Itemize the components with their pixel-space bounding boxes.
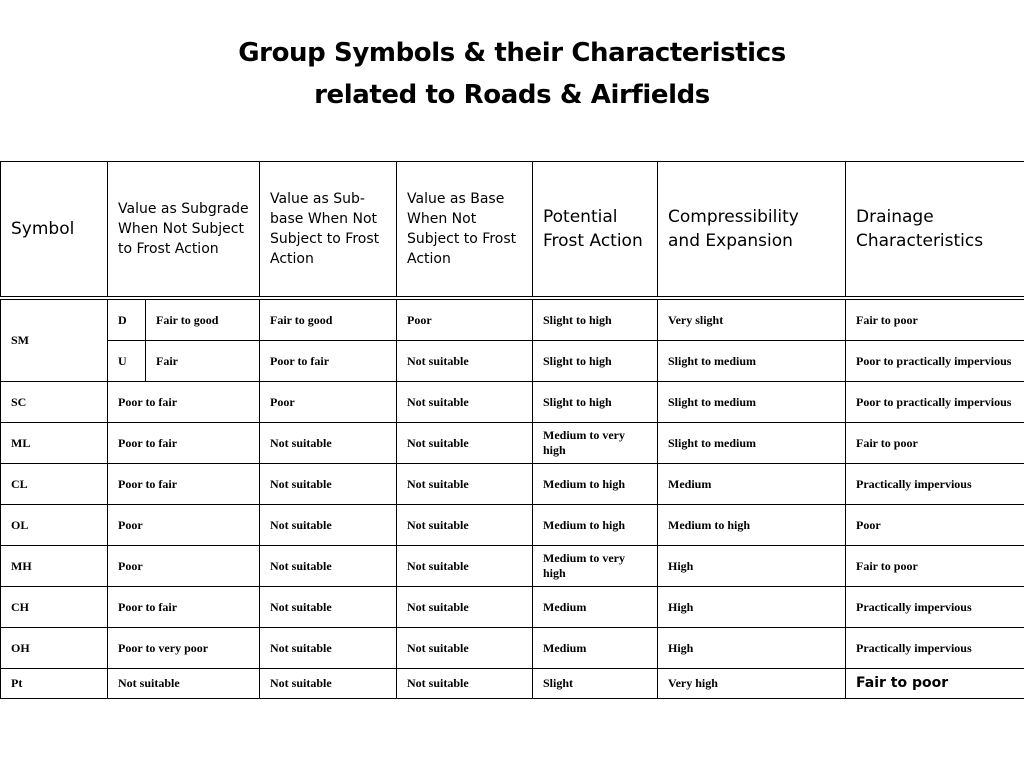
cell-compressibility: Very high — [658, 669, 846, 699]
header-subgrade: Value as Subgrade When Not Subject to Frost Action — [108, 162, 260, 299]
cell-subtype: U — [108, 341, 146, 382]
header-symbol: Symbol — [1, 162, 108, 299]
cell-base: Not suitable — [397, 341, 533, 382]
cell-subbase: Not suitable — [260, 546, 397, 587]
cell-symbol: SM — [1, 298, 108, 382]
table-row — [1, 669, 1024, 699]
cell-subbase: Not suitable — [260, 669, 397, 699]
header-frost-action: Potential Frost Action — [533, 162, 658, 299]
cell-base: Not suitable — [397, 464, 533, 505]
cell-drainage: Fair to poor — [846, 669, 1024, 699]
cell-subbase: Fair to good — [260, 298, 397, 341]
table-row — [1, 505, 1024, 546]
cell-subgrade: Poor to fair — [108, 423, 260, 464]
cell-compressibility: High — [658, 587, 846, 628]
cell-symbol: OL — [1, 505, 108, 546]
cell-subgrade: Poor — [108, 505, 260, 546]
cell-subbase: Not suitable — [260, 628, 397, 669]
cell-compressibility: Slight to medium — [658, 423, 846, 464]
cell-base: Not suitable — [397, 669, 533, 699]
cell-compressibility: Slight to medium — [658, 341, 846, 382]
cell-frost-action: Medium to high — [533, 505, 658, 546]
cell-subbase: Not suitable — [260, 464, 397, 505]
cell-subbase: Poor — [260, 382, 397, 423]
page-title — [0, 32, 1024, 116]
header-row — [1, 162, 1024, 299]
cell-compressibility: High — [658, 628, 846, 669]
table-row — [1, 382, 1024, 423]
cell-drainage: Poor — [846, 505, 1024, 546]
cell-subgrade: Fair to good — [146, 298, 260, 341]
cell-compressibility: Medium — [658, 464, 846, 505]
header-subbase: Value as Sub-base When Not Subject to Frost Action — [260, 162, 397, 299]
cell-subbase: Not suitable — [260, 587, 397, 628]
cell-drainage: Fair to poor — [846, 298, 1024, 341]
table-row — [1, 546, 1024, 587]
title-line-2: related to Roads & Airfields — [314, 80, 710, 110]
table-row — [1, 628, 1024, 669]
cell-frost-action: Medium — [533, 628, 658, 669]
cell-symbol: OH — [1, 628, 108, 669]
cell-subgrade: Not suitable — [108, 669, 260, 699]
header-compressibility: Compressibility and Expansion — [658, 162, 846, 299]
cell-compressibility: Slight to medium — [658, 382, 846, 423]
cell-subtype: D — [108, 298, 146, 341]
cell-drainage: Poor to practically impervious — [846, 341, 1024, 382]
cell-subgrade: Poor to fair — [108, 382, 260, 423]
cell-base: Not suitable — [397, 546, 533, 587]
cell-frost-action: Slight to high — [533, 341, 658, 382]
cell-frost-action: Medium to very high — [533, 546, 658, 587]
cell-drainage: Practically impervious — [846, 464, 1024, 505]
cell-frost-action: Slight to high — [533, 382, 658, 423]
cell-compressibility: High — [658, 546, 846, 587]
cell-subgrade: Poor to fair — [108, 587, 260, 628]
characteristics-table — [0, 161, 1024, 699]
cell-subgrade: Fair — [146, 341, 260, 382]
cell-frost-action: Medium to very high — [533, 423, 658, 464]
cell-base: Not suitable — [397, 628, 533, 669]
table-row — [1, 341, 1024, 382]
cell-symbol: MH — [1, 546, 108, 587]
table-row — [1, 423, 1024, 464]
table-row — [1, 587, 1024, 628]
cell-base: Not suitable — [397, 587, 533, 628]
title-line-1: Group Symbols & their Characteristics — [238, 38, 786, 68]
cell-compressibility: Medium to high — [658, 505, 846, 546]
cell-base: Not suitable — [397, 505, 533, 546]
cell-subgrade: Poor to fair — [108, 464, 260, 505]
cell-symbol: CH — [1, 587, 108, 628]
cell-frost-action: Medium to high — [533, 464, 658, 505]
table-row — [1, 298, 1024, 341]
cell-drainage: Practically impervious — [846, 587, 1024, 628]
cell-symbol: Pt — [1, 669, 108, 699]
cell-subbase: Not suitable — [260, 505, 397, 546]
cell-subgrade: Poor — [108, 546, 260, 587]
table-row — [1, 464, 1024, 505]
header-base: Value as Base When Not Subject to Frost Action — [397, 162, 533, 299]
cell-symbol: ML — [1, 423, 108, 464]
cell-symbol: SC — [1, 382, 108, 423]
cell-base: Not suitable — [397, 423, 533, 464]
cell-frost-action: Slight to high — [533, 298, 658, 341]
cell-drainage: Fair to poor — [846, 423, 1024, 464]
cell-drainage: Fair to poor — [846, 546, 1024, 587]
cell-drainage: Poor to practically impervious — [846, 382, 1024, 423]
cell-frost-action: Slight — [533, 669, 658, 699]
header-drainage: Drainage Characteristics — [846, 162, 1024, 299]
cell-frost-action: Medium — [533, 587, 658, 628]
cell-base: Not suitable — [397, 382, 533, 423]
cell-symbol: CL — [1, 464, 108, 505]
cell-subgrade: Poor to very poor — [108, 628, 260, 669]
cell-subbase: Not suitable — [260, 423, 397, 464]
cell-drainage: Practically impervious — [846, 628, 1024, 669]
cell-base: Poor — [397, 298, 533, 341]
cell-subbase: Poor to fair — [260, 341, 397, 382]
cell-compressibility: Very slight — [658, 298, 846, 341]
